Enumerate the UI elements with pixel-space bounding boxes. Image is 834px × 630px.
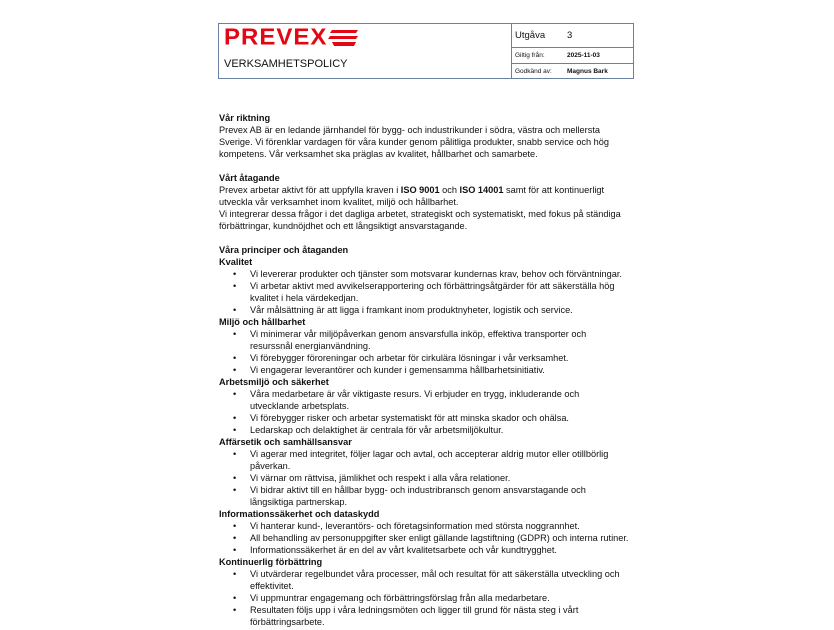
list-item <box>219 304 629 316</box>
list-item-text: Vi förebygger risker och arbetar systematiskt för att minska skador och ohälsa. <box>250 413 569 423</box>
section-heading: Miljö och hållbarhet <box>219 317 306 327</box>
bullet-icon: • <box>233 533 237 543</box>
list-item-text: Vi agerar med integritet, följer lagar och avtal, och accepterar aldrig mutor eller otillbörlig påverkan. <box>250 449 609 471</box>
bullet-list <box>219 388 629 436</box>
bullet-list <box>219 328 629 376</box>
list-item-text: Informationssäkerhet är en del av vårt kvalitetsarbete och vår kundtrygghet. <box>250 545 557 555</box>
header-meta <box>511 24 633 78</box>
logo-stripes-icon <box>328 29 358 47</box>
list-item <box>219 412 629 424</box>
iso-9001: ISO 9001 <box>400 185 440 195</box>
commitment-text-part: samt för att kontinuerligt utveckla vår verksamhet inom kvalitet, miljö och hållbarhet. <box>219 185 605 207</box>
valid-from-label: Giltig från: <box>515 51 545 59</box>
list-item-text: Vi bidrar aktivt till en hållbar bygg- och industribransch genom ansvarstagande och långsiktiga partnerskap. <box>250 485 586 507</box>
list-item <box>219 364 629 376</box>
list-item <box>219 592 629 604</box>
list-item <box>219 268 629 280</box>
principles-heading: Våra principer och åtaganden <box>219 245 349 255</box>
list-item-text: Ledarskap och delaktighet är centrala för vår arbetsmiljökultur. <box>250 425 504 435</box>
list-item-text: All behandling av personuppgifter sker enligt gällande lagstiftning (GDPR) och interna rutiner. <box>250 533 629 543</box>
commitment-text-part: och <box>439 185 460 195</box>
list-item-text: Vi värnar om rättvisa, jämlikhet och respekt i alla våra relationer. <box>250 473 511 483</box>
logo-text: PREVEX <box>224 24 328 51</box>
section-heading: Kvalitet <box>219 257 253 267</box>
bullet-icon: • <box>233 605 237 615</box>
list-item-text: Vår målsättning är att ligga i framkant inom produktnyheter, logistik och service. <box>250 305 573 315</box>
list-item <box>219 472 629 484</box>
bullet-icon: • <box>233 425 237 435</box>
list-item <box>219 532 629 544</box>
bullet-icon: • <box>233 365 237 375</box>
approved-by-label: Godkänd av: <box>515 67 552 75</box>
list-item <box>219 484 629 508</box>
list-item <box>219 544 629 556</box>
list-item <box>219 328 629 352</box>
prevex-logo <box>224 24 358 51</box>
list-item-text: Vi förebygger föroreningar och arbetar för cirkulära lösningar i vår verksamhet. <box>250 353 569 363</box>
section-heading: Arbetsmiljö och säkerhet <box>219 377 329 387</box>
list-item-text: Resultaten följs upp i våra ledningsmöten och ligger till grund för nästa steg i vårt förbättringsarbete. <box>250 605 579 627</box>
approved-by-row <box>511 63 633 79</box>
bullet-icon: • <box>233 389 237 399</box>
list-item-text: Vi minimerar vår miljöpåverkan genom ansvarsfulla inköp, effektiva transporter och resurssnål energianvändning. <box>250 329 587 351</box>
bullet-list <box>219 520 629 556</box>
bullet-icon: • <box>233 545 237 555</box>
list-item-text: Våra medarbetare är vår viktigaste resurs. Vi erbjuder en trygg, inkluderande och utvecklande arbetsplats. <box>250 389 580 411</box>
direction-text: Prevex AB är en ledande järnhandel för bygg- och industrikunder i södra, västra och mellersta Sverige. Vi förenklar vardagen för våra kunder genom pålitliga produkter, snabb service och hög kompetens. Vår verksamhet ska präglas av kvalitet, hållbarhet och samarbete. <box>219 125 610 159</box>
bullet-list <box>219 268 629 316</box>
commitment-heading: Vårt åtagande <box>219 173 280 183</box>
bullet-icon: • <box>233 353 237 363</box>
list-item <box>219 280 629 304</box>
section-heading: Kontinuerlig förbättring <box>219 557 323 567</box>
list-item <box>219 604 629 628</box>
list-item-text: Vi utvärderar regelbundet våra processer, mål och resultat för att säkerställa utveckling och effektivitet. <box>250 569 620 591</box>
list-item-text: Vi arbetar aktivt med avvikelserapportering och förbättringsåtgärder för att säkerställa hög kvalitet i hela värdekedjan. <box>250 281 615 303</box>
valid-from-row <box>511 47 633 64</box>
header-left-cell <box>219 24 512 78</box>
commitment-text-part: Prevex arbetar aktivt för att uppfylla kraven i <box>219 185 401 195</box>
bullet-icon: • <box>233 473 237 483</box>
section-heading: Affärsetik och samhällsansvar <box>219 437 352 447</box>
list-item <box>219 520 629 532</box>
commitment-text <box>219 184 629 208</box>
edition-label: Utgåva <box>515 30 546 41</box>
approved-by-value: Magnus Bark <box>567 67 608 75</box>
list-item <box>219 568 629 592</box>
list-item <box>219 388 629 412</box>
principles-sections <box>219 256 629 628</box>
bullet-icon: • <box>233 593 237 603</box>
list-item <box>219 352 629 364</box>
bullet-list <box>219 448 629 508</box>
section-heading: Informationssäkerhet och dataskydd <box>219 509 380 519</box>
valid-from-value: 2025-11-03 <box>567 51 600 59</box>
edition-row <box>511 24 633 48</box>
commitment-text-2: Vi integrerar dessa frågor i det dagliga arbetet, strategiskt och systematiskt, med fokus på ständiga förbättringar, kundnöjdhet och ett långsiktigt ansvarstagande. <box>219 209 621 231</box>
edition-value: 3 <box>567 30 573 41</box>
bullet-icon: • <box>233 305 237 315</box>
iso-14001: ISO 14001 <box>459 185 504 195</box>
bullet-icon: • <box>233 281 237 291</box>
bullet-icon: • <box>233 449 237 459</box>
list-item-text: Vi uppmuntrar engagemang och förbättringsförslag från alla medarbetare. <box>250 593 550 603</box>
bullet-icon: • <box>233 485 237 495</box>
bullet-icon: • <box>233 569 237 579</box>
list-item-text: Vi engagerar leverantörer och kunder i gemensamma hållbarhetsinitiativ. <box>250 365 545 375</box>
bullet-icon: • <box>233 413 237 423</box>
list-item-text: Vi hanterar kund-, leverantörs- och företagsinformation med största noggrannhet. <box>250 521 580 531</box>
document-title: VERKSAMHETSPOLICY <box>224 58 348 70</box>
list-item-text: Vi levererar produkter och tjänster som motsvarar kundernas krav, behov och förväntningar. <box>250 269 622 279</box>
bullet-icon: • <box>233 329 237 339</box>
list-item <box>219 424 629 436</box>
bullet-icon: • <box>233 269 237 279</box>
list-item <box>219 448 629 472</box>
document-body <box>219 112 629 628</box>
direction-heading: Vår riktning <box>219 113 271 123</box>
bullet-list <box>219 568 629 628</box>
bullet-icon: • <box>233 521 237 531</box>
document-header <box>218 23 634 79</box>
